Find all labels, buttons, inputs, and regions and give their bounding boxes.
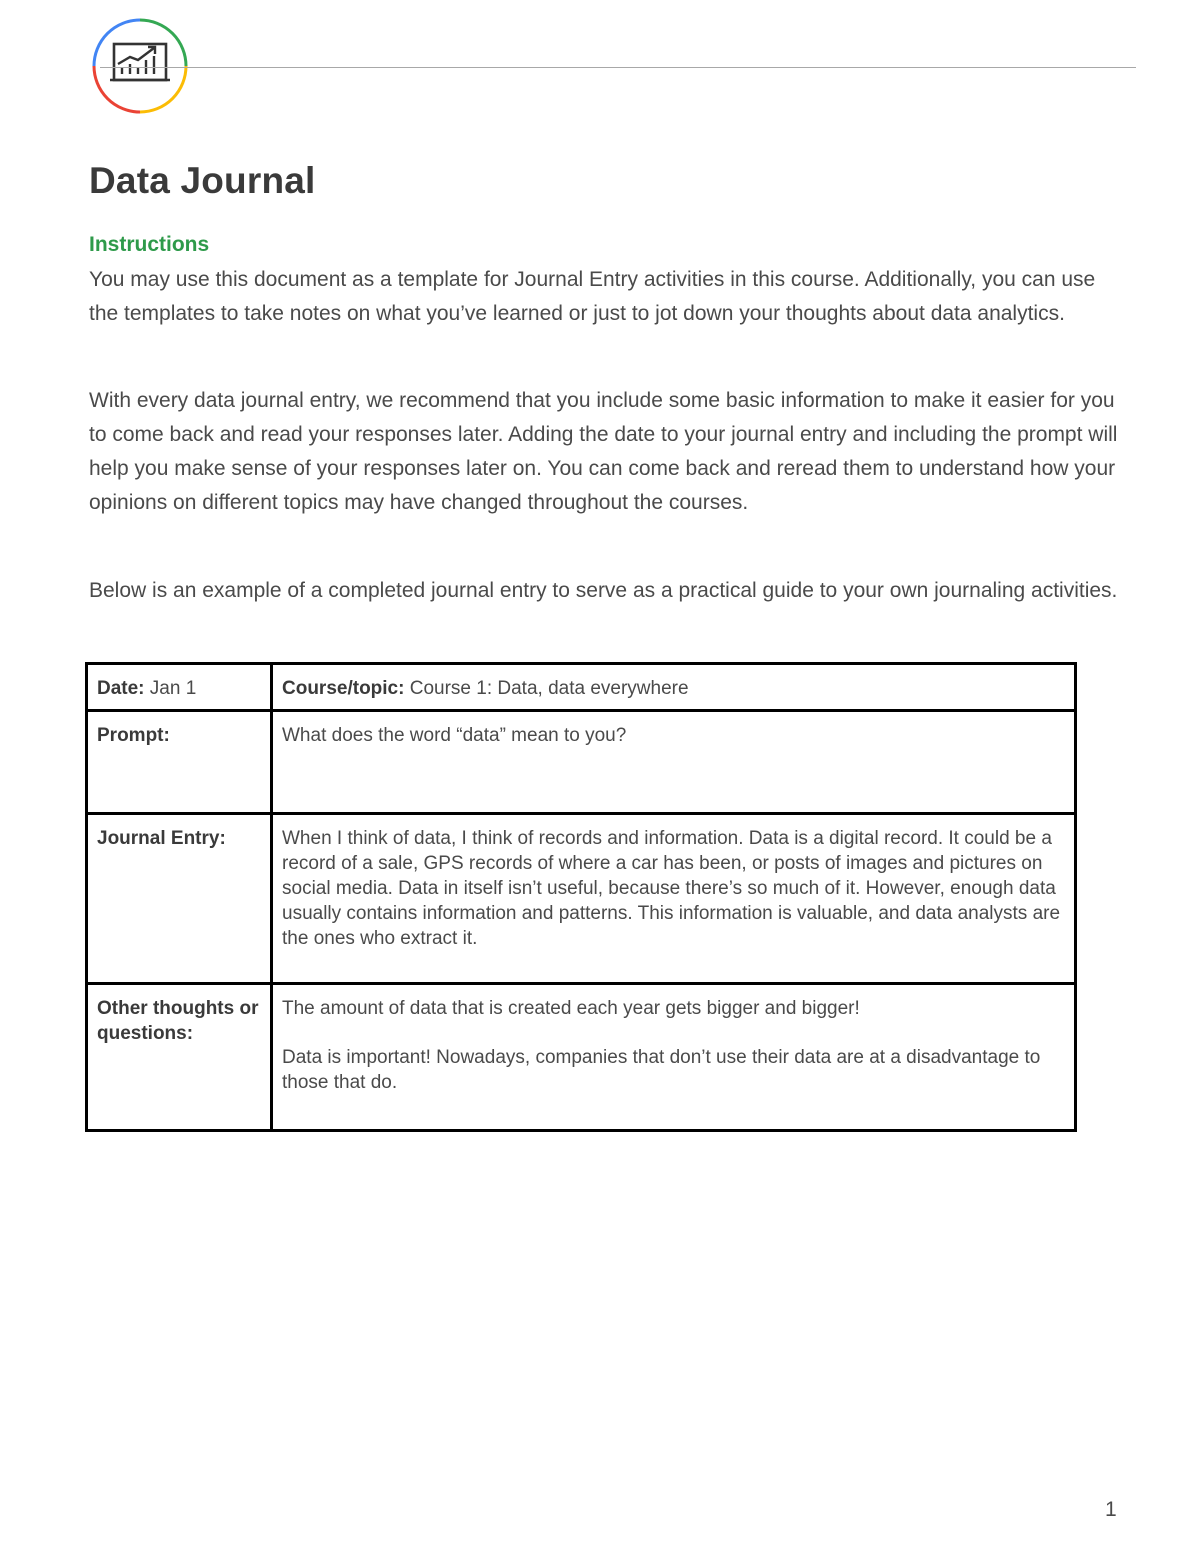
other-thoughts-label: Other thoughts or questions: <box>97 998 259 1044</box>
instructions-heading: Instructions <box>89 233 210 256</box>
instructions-paragraph-2: With every data journal entry, we recommend that you include some basic information to make it easier for you to come back and read your responses later. Adding the date to your journal entry and including the prompt will help you make sense of your responses later on. You can come back and reread them to understand how your opinions on different topics may have changed throughout the courses. <box>89 389 1118 514</box>
date-cell <box>87 664 272 711</box>
journal-entry-value: When I think of data, I think of records and information. Data is a digital record. It could be a record of a sale, GPS records of where a car has been, or posts of images and pictures on social media. Data in itself isn’t useful, because there’s so much of it. However, enough data usually contains information and patterns. This information is valuable, and data analysts are the ones who extract it. <box>282 828 1061 949</box>
instructions-paragraph-1: You may use this document as a template for Journal Entry activities in this course. Additionally, you can use the templates to take notes on what you’ve learned or just to jot down your thoughts about data analytics. <box>89 268 1096 325</box>
date-label: Date: <box>97 678 145 699</box>
instructions-paragraph-3: Below is an example of a completed journal entry to serve as a practical guide to your own journaling activities. <box>89 579 1118 602</box>
prompt-label: Prompt: <box>97 725 170 746</box>
prompt-value-cell <box>272 711 1076 814</box>
table-row-prompt <box>87 711 1076 814</box>
entry-label-cell <box>87 814 272 984</box>
entry-value-cell <box>272 814 1076 984</box>
prompt-value: What does the word “data” mean to you? <box>282 725 627 746</box>
other-thought-1: The amount of data that is created each year gets bigger and bigger! <box>282 998 860 1019</box>
other-thought-2: Data is important! Nowadays, companies that don’t use their data are at a disadvantage to those that do. <box>282 1047 1041 1093</box>
prompt-label-cell <box>87 711 272 814</box>
table-row-other-thoughts <box>87 984 1076 1131</box>
date-value: Jan 1 <box>144 678 197 699</box>
chart-growth-icon <box>88 14 192 118</box>
course-value: Course 1: Data, data everywhere <box>404 678 689 699</box>
other-value-cell <box>272 984 1076 1131</box>
page-title: Data Journal <box>89 160 316 201</box>
header-logo <box>88 14 192 118</box>
table-row-date <box>87 664 1076 711</box>
page-number: 1 <box>1105 1498 1117 1521</box>
journal-entry-table <box>85 662 1077 1132</box>
journal-entry-label: Journal Entry: <box>97 828 226 849</box>
table-row-journal-entry <box>87 814 1076 984</box>
course-cell <box>272 664 1076 711</box>
other-label-cell <box>87 984 272 1131</box>
course-label: Course/topic: <box>282 678 405 699</box>
header-divider <box>100 67 1136 68</box>
